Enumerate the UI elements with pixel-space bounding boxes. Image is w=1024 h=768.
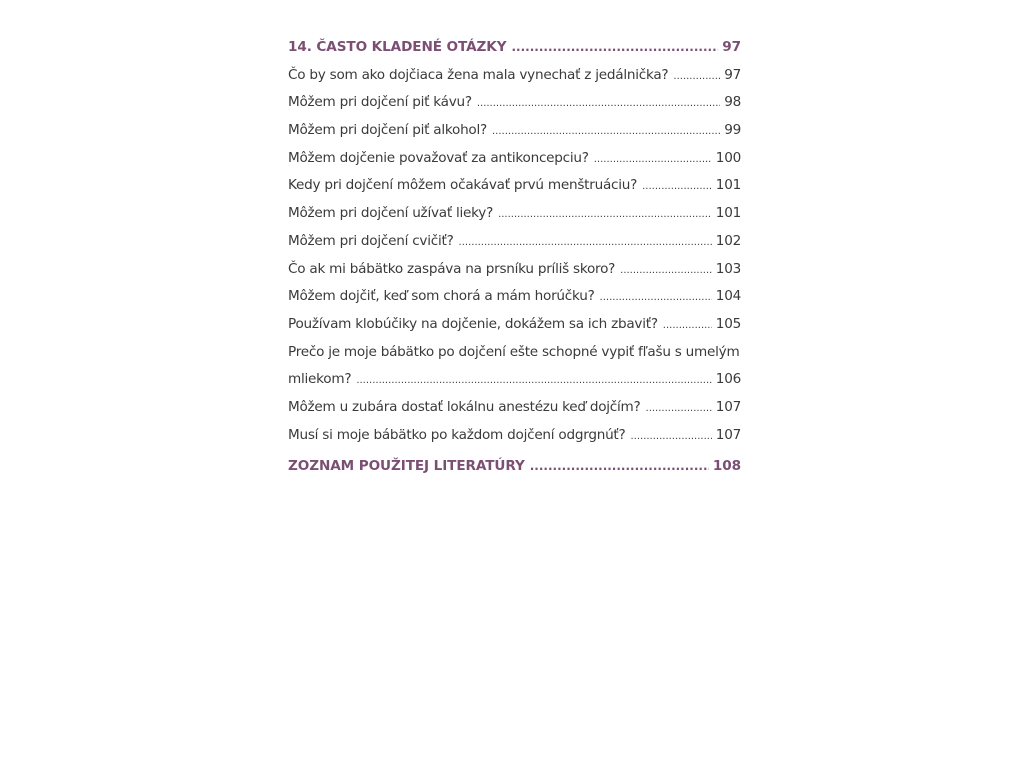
- toc-page-number: 108: [712, 458, 741, 475]
- toc-leader-dots: [642, 173, 712, 201]
- toc-entry: [288, 228, 741, 256]
- toc-entry: [288, 422, 741, 450]
- toc-page-number: 97: [722, 39, 741, 55]
- toc-leader-dots: [630, 423, 711, 451]
- toc-entry-title: Čo ak mi bábätko zaspáva na prsníku príliš skoro?: [288, 260, 616, 277]
- table-of-contents: [288, 34, 741, 481]
- toc-leader-dots: [498, 201, 712, 229]
- toc-page-number: 105: [715, 315, 741, 332]
- toc-leader-dots: [492, 118, 720, 146]
- toc-entry: [288, 311, 741, 339]
- toc-heading-title: ZOZNAM POUŽITEJ LITERATÚRY: [288, 458, 525, 475]
- toc-entry: [288, 172, 741, 200]
- toc-page-number: 99: [724, 122, 741, 139]
- toc-entry: [288, 62, 741, 90]
- toc-entry: [288, 256, 741, 284]
- toc-heading-faq: [288, 34, 741, 62]
- toc-entry: [288, 145, 741, 173]
- toc-leader-dots: [673, 63, 720, 91]
- toc-entry-title: Kedy pri dojčení môžem očakávať prvú menštruáciu?: [288, 177, 638, 194]
- toc-entry-title: Čo by som ako dojčiaca žena mala vynechať z jedálnička?: [288, 66, 669, 83]
- toc-page-number: 101: [715, 205, 741, 222]
- toc-leader-dots: [459, 229, 712, 257]
- toc-leader-dots: [356, 367, 711, 395]
- toc-entry-title: Musí si moje bábätko po každom dojčení odgrgnúť?: [288, 426, 626, 443]
- toc-leader-dots: [663, 312, 712, 340]
- toc-page-number: 106: [715, 371, 741, 388]
- toc-entry-title: Môžem pri dojčení užívať lieky?: [288, 205, 494, 222]
- toc-page-number: 107: [715, 398, 741, 415]
- toc-page-number: 97: [724, 66, 741, 83]
- toc-heading-title: 14. ČASTO KLADENÉ OTÁZKY: [288, 39, 507, 55]
- toc-leader-dots: [530, 453, 709, 481]
- toc-entry-title: Môžem pri dojčení cvičiť?: [288, 232, 454, 249]
- toc-leader-dots: [620, 257, 712, 285]
- toc-page-number: 107: [715, 426, 741, 443]
- toc-page-number: 103: [715, 260, 741, 277]
- toc-entry-continuation: [288, 366, 741, 394]
- toc-entry-wrapped-line: [288, 339, 741, 367]
- toc-leader-dots: [511, 34, 718, 62]
- toc-entry-title: Používam klobúčiky na dojčenie, dokážem sa ich zbaviť?: [288, 315, 658, 332]
- toc-page-number: 98: [724, 94, 741, 111]
- toc-entry: [288, 283, 741, 311]
- toc-entry: [288, 117, 741, 145]
- toc-entry-title-continuation: mliekom?: [288, 371, 352, 388]
- toc-heading-bibliography: [288, 453, 741, 481]
- toc-entry-title: Môžem pri dojčení piť kávu?: [288, 94, 472, 111]
- toc-leader-dots: [594, 146, 712, 174]
- toc-entry: [288, 200, 741, 228]
- toc-entry: [288, 394, 741, 422]
- toc-page-number: 102: [715, 232, 741, 249]
- toc-entry-title: Môžem dojčiť, keď som chorá a mám horúčku?: [288, 288, 595, 305]
- toc-page-number: 100: [715, 149, 741, 166]
- toc-entry-title: Prečo je moje bábätko po dojčení ešte schopné vypiť fľašu s umelým: [288, 343, 740, 360]
- toc-entry-title: Môžem dojčenie považovať za antikoncepciu?: [288, 149, 589, 166]
- toc-entry-title: Môžem u zubára dostať lokálnu anestézu keď dojčím?: [288, 398, 641, 415]
- toc-entry: [288, 89, 741, 117]
- toc-leader-dots: [646, 395, 712, 423]
- toc-page-number: 104: [715, 288, 741, 305]
- toc-entry-title: Môžem pri dojčení piť alkohol?: [288, 122, 487, 139]
- toc-leader-dots: [600, 284, 712, 312]
- toc-page-number: 101: [715, 177, 741, 194]
- toc-leader-dots: [477, 90, 720, 118]
